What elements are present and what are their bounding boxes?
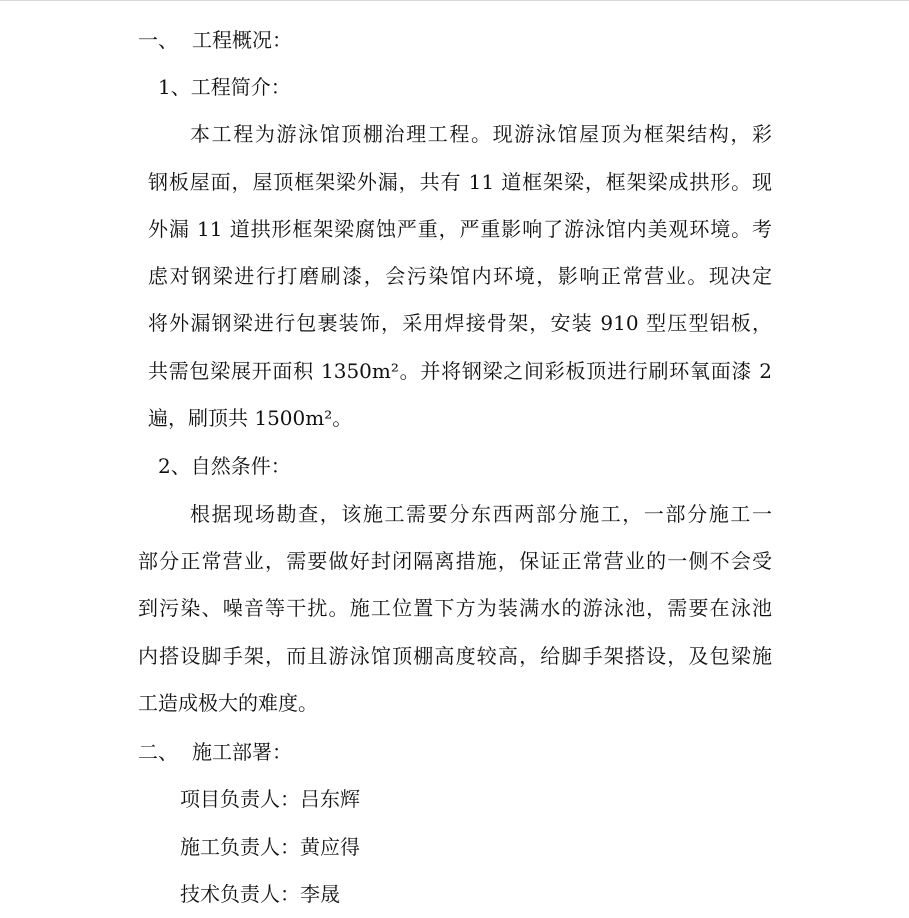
subsection-2-title: 2、自然条件： [158, 454, 291, 478]
paragraph-1-line: 本工程为游泳馆顶棚治理工程。现游泳馆屋顶为框架结构，彩 [190, 122, 772, 146]
subsection-1-title: 1、工程简介： [158, 75, 291, 99]
paragraph-2-line: 到污染、噪音等干扰。施工位置下方为装满水的游泳池，需要在泳池 [138, 596, 772, 620]
paragraph-2-line: 部分正常营业，需要做好封闭隔离措施，保证正常营业的一侧不会受 [138, 549, 772, 573]
staff-project-manager: 项目负责人：吕东辉 [180, 787, 360, 811]
paragraph-2-line: 内搭设脚手架，而且游泳馆顶棚高度较高，给脚手架搭设，及包梁施 [138, 644, 772, 668]
paragraph-1-line: 钢板屋面，屋顶框架梁外漏，共有 11 道框架梁，框架梁成拱形。现 [148, 170, 772, 194]
staff-construction-manager: 施工负责人：黄应得 [180, 835, 360, 859]
paragraph-1-line: 虑对钢梁进行打磨刷漆，会污染馆内环境，影响正常营业。现决定 [148, 264, 772, 288]
section-2-marker: 二、 [138, 740, 178, 764]
section-2-title: 施工部署： [192, 740, 292, 764]
paragraph-1-line: 共需包梁展开面积 1350m²。并将钢梁之间彩板顶进行刷环氧面漆 2 [148, 359, 772, 383]
section-1-title: 工程概况： [192, 28, 292, 52]
paragraph-1-line: 遍，刷顶共 1500m²。 [148, 406, 353, 430]
paragraph-2-line: 工造成极大的难度。 [138, 691, 318, 715]
paragraph-1-line: 外漏 11 道拱形框架梁腐蚀严重，严重影响了游泳馆内美观环境。考 [148, 217, 772, 241]
paragraph-1-line: 将外漏钢梁进行包裹装饰，采用焊接骨架，安装 910 型压型铝板， [148, 311, 772, 335]
staff-technical-manager: 技术负责人：李晟 [180, 882, 340, 906]
paragraph-2-line: 根据现场勘查，该施工需要分东西两部分施工，一部分施工一 [190, 502, 772, 526]
section-1-marker: 一、 [138, 28, 178, 52]
